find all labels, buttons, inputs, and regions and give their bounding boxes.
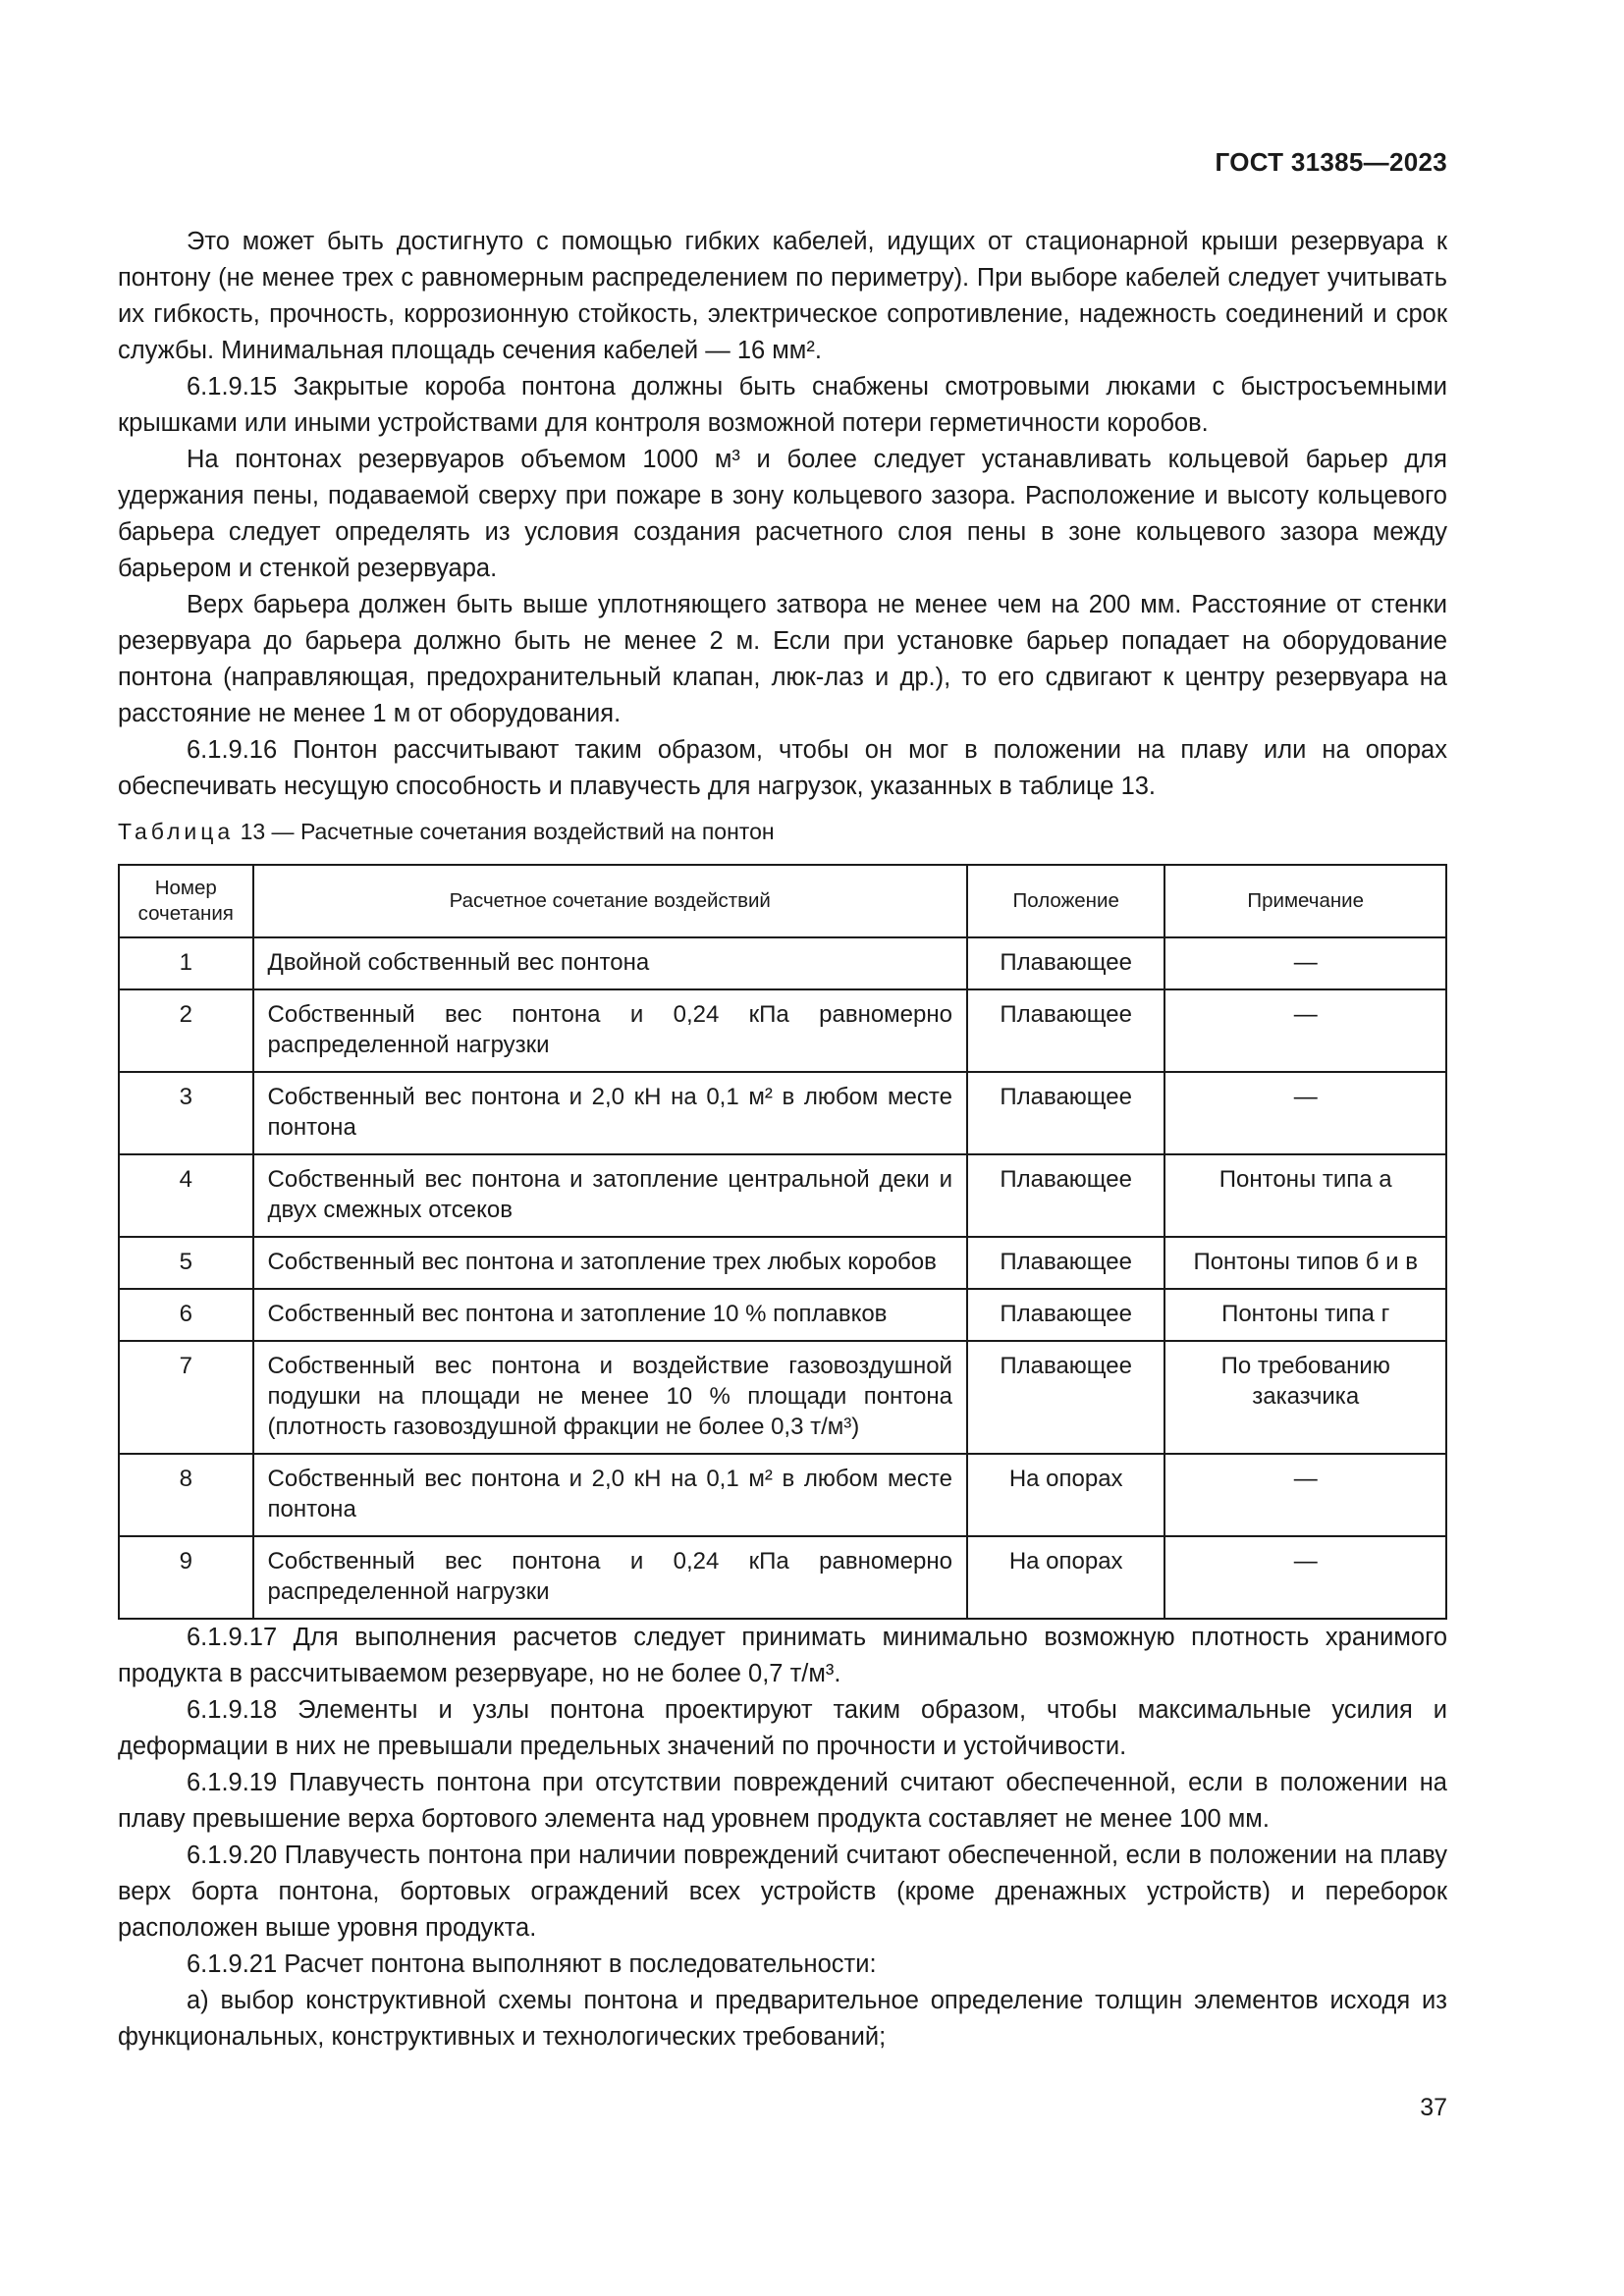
cell-combo: Собственный вес понтона и затопление центральной деки и двух смежных отсеков	[253, 1154, 967, 1237]
table-row	[119, 989, 1446, 1072]
cell-num: 4	[119, 1154, 253, 1237]
paragraph-cables: Это может быть достигнуто с помощью гибких кабелей, идущих от стационарной крыши резервуара к понтону (не менее трех с равномерным распределением по периметру). При выборе кабелей следует учитывать их гибкость, прочность, коррозионную стойкость, электрическое сопротивление, надежность соединений и срок службы. Минимальная площадь сечения кабелей — 16 мм².	[118, 228, 1447, 364]
cell-num: 1	[119, 937, 253, 989]
cell-position: Плавающее	[967, 937, 1164, 989]
load-combinations-table	[118, 864, 1447, 1620]
cell-position: Плавающее	[967, 1072, 1164, 1154]
cell-num: 6	[119, 1289, 253, 1341]
cell-position: На опорах	[967, 1454, 1164, 1536]
header-position: Положение	[967, 865, 1164, 937]
cell-combo: Собственный вес понтона и затопление трех любых коробов	[253, 1237, 967, 1289]
paragraph-6-1-9-20: 6.1.9.20 Плавучесть понтона при наличии повреждений считают обеспеченной, если в положении на плаву верх борта понтона, бортовых ограждений всех устройств (кроме дренажных устройств) и переборок расположен выше уровня продукта.	[118, 1842, 1447, 1942]
paragraph-6-1-9-17: 6.1.9.17 Для выполнения расчетов следует принимать минимально возможную плотность хранимого продукта в рассчитываемом резервуаре, но не более 0,7 т/м³.	[118, 1624, 1447, 1687]
document-code-header: ГОСТ 31385—2023	[1215, 147, 1447, 177]
cell-position: Плавающее	[967, 1289, 1164, 1341]
cell-note: По требованию заказчика	[1164, 1341, 1446, 1454]
cell-note: —	[1164, 989, 1446, 1072]
upper-text-block	[118, 224, 1447, 805]
paragraph-6-1-9-19: 6.1.9.19 Плавучесть понтона при отсутствии повреждений считают обеспеченной, если в положении на плаву превышение верха бортового элемента над уровнем продукта составляет не менее 100 мм.	[118, 1769, 1447, 1833]
cell-position: Плавающее	[967, 1237, 1164, 1289]
table-header-row	[119, 865, 1446, 937]
cell-combo: Собственный вес понтона и 0,24 кПа равномерно распределенной нагрузки	[253, 1536, 967, 1619]
cell-note: —	[1164, 1536, 1446, 1619]
header-num: Номер сочетания	[119, 865, 253, 937]
header-combo: Расчетное сочетание воздействий	[253, 865, 967, 937]
cell-position: Плавающее	[967, 1341, 1164, 1454]
cell-num: 8	[119, 1454, 253, 1536]
cell-num: 5	[119, 1237, 253, 1289]
cell-combo: Собственный вес понтона и 2,0 кН на 0,1 м² в любом месте понтона	[253, 1454, 967, 1536]
paragraph-6-1-9-15: 6.1.9.15 Закрытые короба понтона должны быть снабжены смотровыми люками с быстросъемными крышками или иными устройствами для контроля возможной потери герметичности коробов.	[118, 373, 1447, 437]
table-row	[119, 1154, 1446, 1237]
cell-note: Понтоны типа а	[1164, 1154, 1446, 1237]
cell-position: Плавающее	[967, 1154, 1164, 1237]
cell-note: Понтоны типов б и в	[1164, 1237, 1446, 1289]
list-item-a: а) выбор конструктивной схемы понтона и предварительное определение толщин элементов исходя из функциональных, конструктивных и технологических требований;	[118, 1987, 1447, 2051]
paragraph-6-1-9-16: 6.1.9.16 Понтон рассчитывают таким образом, чтобы он мог в положении на плаву или на опорах обеспечивать несущую способность и плавучесть для нагрузок, указанных в таблице 13.	[118, 736, 1447, 800]
cell-note: —	[1164, 1072, 1446, 1154]
lower-text-block	[118, 1620, 1447, 2056]
cell-note: Понтоны типа г	[1164, 1289, 1446, 1341]
header-note: Примечание	[1164, 865, 1446, 937]
table-row	[119, 1536, 1446, 1619]
cell-num: 9	[119, 1536, 253, 1619]
table-row	[119, 1072, 1446, 1154]
cell-position: Плавающее	[967, 989, 1164, 1072]
cell-note: —	[1164, 937, 1446, 989]
cell-combo: Собственный вес понтона и 2,0 кН на 0,1 м² в любом месте понтона	[253, 1072, 967, 1154]
cell-position: На опорах	[967, 1536, 1164, 1619]
paragraph-6-1-9-21: 6.1.9.21 Расчет понтона выполняют в последовательности:	[187, 1950, 877, 1978]
cell-combo: Двойной собственный вес понтона	[253, 937, 967, 989]
table-row	[119, 1237, 1446, 1289]
page-number: 37	[1420, 2094, 1447, 2121]
paragraph-barrier-1: На понтонах резервуаров объемом 1000 м³ и более следует устанавливать кольцевой барьер для удержания пены, подаваемой сверху при пожаре в зону кольцевого зазора. Расположение и высоту кольцевого барьера следует определять из условия создания расчетного слоя пены в зоне кольцевого зазора между барьером и стенкой резервуара.	[118, 446, 1447, 582]
cell-num: 2	[119, 989, 253, 1072]
table-row	[119, 1341, 1446, 1454]
table-caption-text: 13 — Расчетные сочетания воздействий на понтон	[240, 819, 775, 844]
cell-num: 3	[119, 1072, 253, 1154]
table-caption	[118, 817, 775, 846]
cell-combo: Собственный вес понтона и 0,24 кПа равномерно распределенной нагрузки	[253, 989, 967, 1072]
cell-note: —	[1164, 1454, 1446, 1536]
cell-num: 7	[119, 1341, 253, 1454]
table-row	[119, 937, 1446, 989]
table-row	[119, 1454, 1446, 1536]
paragraph-barrier-2: Верх барьера должен быть выше уплотняющего затвора не менее чем на 200 мм. Расстояние от стенки резервуара до барьера должно быть не менее 2 м. Если при установке барьер попадает на оборудование понтона (направляющая, предохранительный клапан, люк-лаз и др.), то его сдвигают к центру резервуара на расстояние не менее 1 м от оборудования.	[118, 591, 1447, 727]
cell-combo: Собственный вес понтона и затопление 10 % поплавков	[253, 1289, 967, 1341]
table-caption-label: Таблица	[118, 819, 235, 844]
cell-combo: Собственный вес понтона и воздействие газовоздушной подушки на площади не менее 10 % площади понтона (плотность газовоздушной фракции не более 0,3 т/м³)	[253, 1341, 967, 1454]
paragraph-6-1-9-18: 6.1.9.18 Элементы и узлы понтона проектируют таким образом, чтобы максимальные усилия и деформации в них не превышали предельных значений по прочности и устойчивости.	[118, 1696, 1447, 1760]
table-row	[119, 1289, 1446, 1341]
